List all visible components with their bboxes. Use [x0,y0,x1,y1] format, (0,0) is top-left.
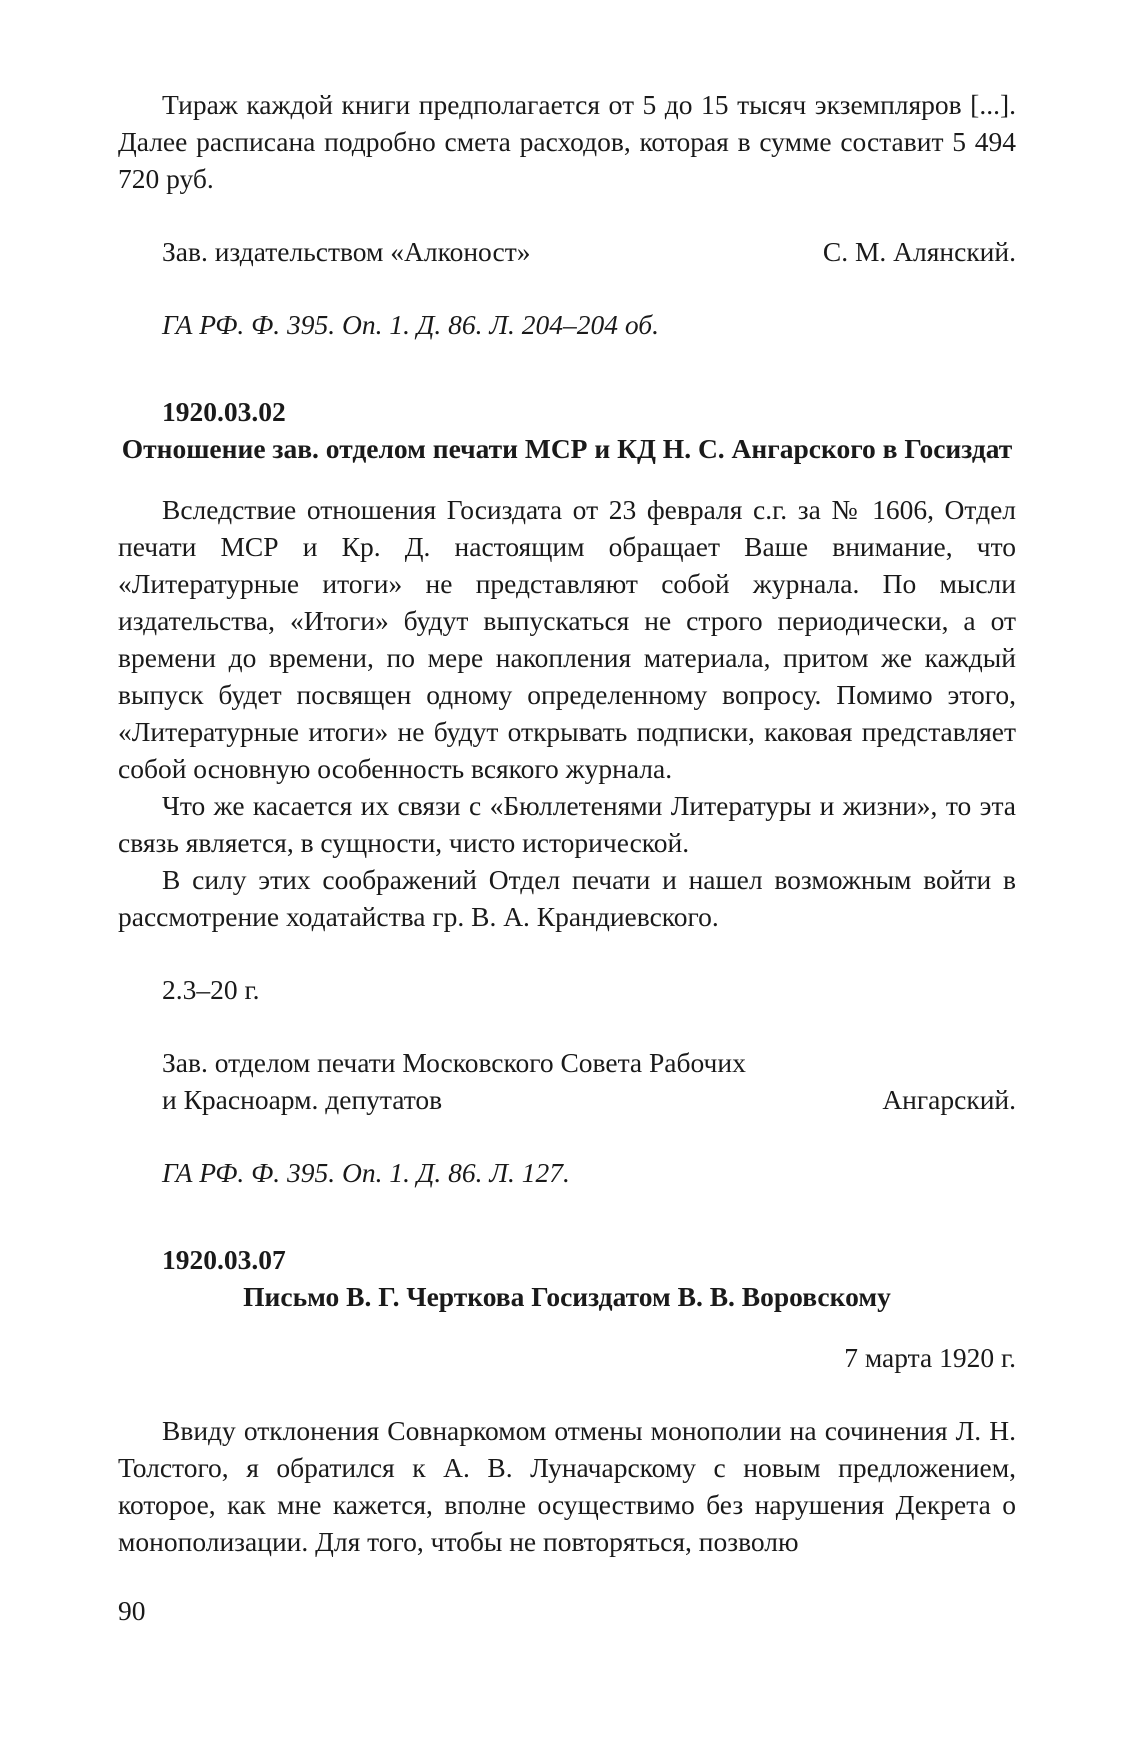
letter-date: 7 марта 1920 г. [844,1342,1016,1373]
body-paragraph: Вследствие отношения Госиздата от 23 февраля с.г. за № 1606, Отдел печати МСР и Кр. Д. настоящим обращает Ваше внимание, что «Литературные итоги» не представляют собой журнала. По мысли издательства, «Итоги» будут выпускаться не строго периодически, а от времени до времени, по мере накопления материала, притом же каждый выпуск будет посвящен одному определенному вопросу. Помимо этого, «Литературные итоги» не будут открывать подписки, каковая представляет собой основную особенность всякого журнала. [118,494,1016,784]
signature-position: Зав. издательством «Алконост» [162,236,531,267]
document-title: Письмо В. Г. Черткова Госиздатом В. В. Воровскому [243,1281,891,1312]
body-paragraph: В силу этих соображений Отдел печати и нашел возможным войти в рассмотрение ходатайства гр. В. А. Крандиевского. [118,864,1016,932]
signature-name: Ангарский. [882,1084,1016,1115]
top-paragraph: Тираж каждой книги предполагается от 5 до 15 тысяч экземпляров [...]. Далее расписана подробно смета расходов, которая в сумме составит 5 494 720 руб. [118,89,1016,194]
archive-source: ГА РФ. Ф. 395. Оп. 1. Д. 86. Л. 204–204 об. [162,309,659,340]
body-paragraph: Ввиду отклонения Совнаркомом отмены монополии на сочинения Л. Н. Толстого, я обратился к А. В. Луначарскому с новым предложением, которое, как мне кажется, вполне осуществимо без нарушения Декрета о монополизации. Для того, чтобы не повторяться, позволю [118,1415,1016,1557]
document-date: 1920.03.07 [162,1244,286,1275]
page-number: 90 [118,1595,146,1626]
document-title: Отношение зав. отделом печати МСР и КД Н. С. Ангарского в Госиздат [121,433,1013,464]
signature-position-line1: Зав. отделом печати Московского Совета Рабочих [162,1047,746,1078]
document-page [118,86,1016,1560]
angarsky-signature [118,1081,1016,1118]
archive-source: ГА РФ. Ф. 395. Оп. 1. Д. 86. Л. 127. [162,1157,570,1188]
signature-position-line2: и Красноарм. депутатов [162,1084,443,1115]
body-paragraph: Что же касается их связи с «Бюллетенями Литературы и жизни», то эта связь является, в сущности, чисто исторической. [118,790,1016,858]
document-date: 1920.03.02 [162,396,286,427]
document-date-note: 2.3–20 г. [162,974,260,1005]
signature-name: С. М. Алянский. [822,236,1016,267]
alkonost-signature [118,233,1016,270]
